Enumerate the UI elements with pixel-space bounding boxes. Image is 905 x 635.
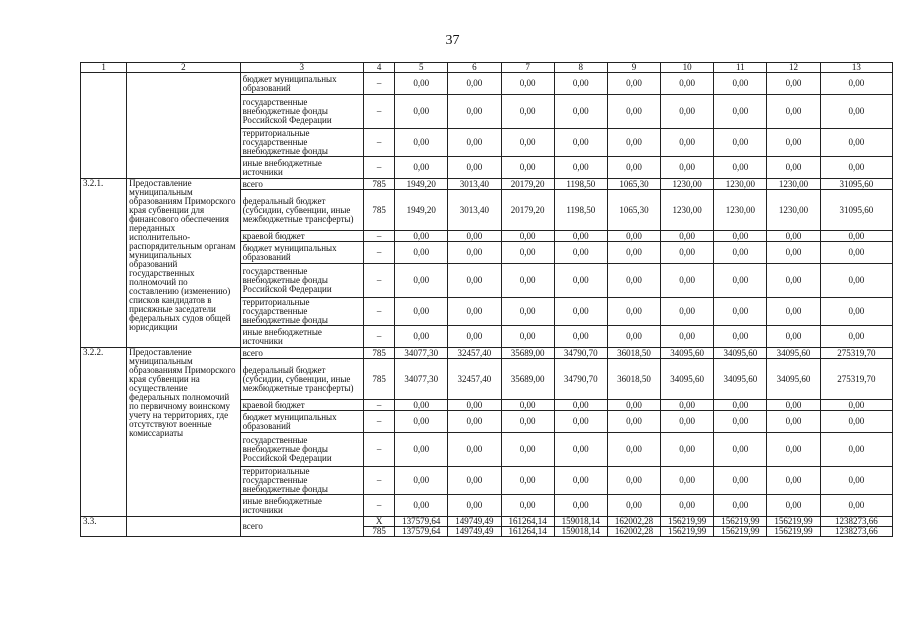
header-cell: 8 [554, 63, 607, 73]
value-cell: 0,00 [607, 157, 660, 179]
header-cell: 6 [448, 63, 501, 73]
code-cell: – [364, 433, 395, 467]
value-cell: 0,00 [448, 231, 501, 242]
value-cell: 0,00 [661, 400, 714, 411]
header-cell: 10 [661, 63, 714, 73]
value-cell: 156219,99 [767, 517, 820, 527]
value-cell: 0,00 [661, 433, 714, 467]
value-cell: 0,00 [395, 326, 448, 348]
funding-source: бюджет муниципальных образований [240, 411, 363, 433]
value-cell: 0,00 [820, 495, 892, 517]
value-cell: 0,00 [501, 495, 554, 517]
value-cell: 34095,60 [767, 359, 820, 400]
value-cell: 0,00 [767, 298, 820, 326]
row-name [127, 73, 240, 179]
value-cell: 0,00 [767, 242, 820, 264]
header-cell: 1 [81, 63, 127, 73]
value-cell: 0,00 [661, 495, 714, 517]
value-cell: 1230,00 [661, 179, 714, 190]
value-cell: 0,00 [714, 242, 767, 264]
table-row [81, 517, 893, 527]
value-cell: 34095,60 [661, 359, 714, 400]
table-row [81, 73, 893, 95]
value-cell: 0,00 [448, 411, 501, 433]
value-cell: 0,00 [661, 411, 714, 433]
value-cell: 0,00 [820, 231, 892, 242]
value-cell: 34095,60 [661, 348, 714, 359]
value-cell: 31095,60 [820, 190, 892, 231]
value-cell: 0,00 [448, 264, 501, 298]
value-cell: 1238273,66 [820, 527, 892, 537]
funding-source: краевой бюджет [240, 231, 363, 242]
value-cell: 20179,20 [501, 190, 554, 231]
code-cell: 785 [364, 348, 395, 359]
value-cell: 0,00 [501, 264, 554, 298]
value-cell: 137579,64 [395, 527, 448, 537]
value-cell: 0,00 [820, 467, 892, 495]
header-cell: 7 [501, 63, 554, 73]
value-cell: 0,00 [767, 411, 820, 433]
value-cell: 0,00 [448, 242, 501, 264]
value-cell: 0,00 [607, 231, 660, 242]
value-cell: 0,00 [820, 433, 892, 467]
value-cell: 32457,40 [448, 359, 501, 400]
value-cell: 0,00 [448, 495, 501, 517]
funding-source: государственные внебюджетные фонды Российской Федерации [240, 264, 363, 298]
value-cell: 34790,70 [554, 348, 607, 359]
value-cell: 0,00 [395, 495, 448, 517]
value-cell: 161264,14 [501, 517, 554, 527]
value-cell: 0,00 [661, 129, 714, 157]
value-cell: 275319,70 [820, 359, 892, 400]
value-cell: 0,00 [661, 467, 714, 495]
value-cell: 0,00 [554, 467, 607, 495]
value-cell: 0,00 [661, 264, 714, 298]
value-cell: 0,00 [607, 400, 660, 411]
value-cell: 0,00 [554, 400, 607, 411]
value-cell: 34077,30 [395, 359, 448, 400]
value-cell: 34095,60 [767, 348, 820, 359]
header-cell: 2 [127, 63, 240, 73]
value-cell: 0,00 [554, 157, 607, 179]
value-cell: 0,00 [714, 231, 767, 242]
table-row [81, 179, 893, 190]
funding-source: иные внебюджетные источники [240, 495, 363, 517]
code-cell: – [364, 157, 395, 179]
value-cell: 0,00 [820, 157, 892, 179]
code-cell: 785 [364, 179, 395, 190]
value-cell: 0,00 [714, 326, 767, 348]
value-cell: 0,00 [554, 264, 607, 298]
value-cell: 0,00 [554, 411, 607, 433]
value-cell: 0,00 [448, 157, 501, 179]
value-cell: 0,00 [607, 326, 660, 348]
value-cell: 0,00 [448, 326, 501, 348]
value-cell: 0,00 [554, 129, 607, 157]
value-cell: 31095,60 [820, 179, 892, 190]
value-cell: 3013,40 [448, 179, 501, 190]
value-cell: 0,00 [554, 495, 607, 517]
funding-source: государственные внебюджетные фонды Российской Федерации [240, 95, 363, 129]
value-cell: 34095,60 [714, 359, 767, 400]
value-cell: 0,00 [607, 95, 660, 129]
header-cell: 9 [607, 63, 660, 73]
budget-table [80, 62, 893, 537]
row-number: 3.2.1. [81, 179, 127, 348]
value-cell: 0,00 [448, 433, 501, 467]
value-cell: 0,00 [714, 433, 767, 467]
value-cell: 0,00 [395, 298, 448, 326]
value-cell: 0,00 [767, 231, 820, 242]
funding-source: всего [240, 348, 363, 359]
value-cell: 36018,50 [607, 359, 660, 400]
value-cell: 0,00 [448, 467, 501, 495]
value-cell: 156219,99 [661, 517, 714, 527]
code-cell: Х [364, 517, 395, 527]
value-cell: 0,00 [395, 411, 448, 433]
value-cell: 0,00 [607, 129, 660, 157]
value-cell: 0,00 [714, 95, 767, 129]
value-cell: 0,00 [661, 95, 714, 129]
header-cell: 11 [714, 63, 767, 73]
funding-source: федеральный бюджет (субсидии, субвенции, иные межбюджетные трансферты) [240, 190, 363, 231]
value-cell: 0,00 [820, 242, 892, 264]
value-cell: 1230,00 [767, 179, 820, 190]
code-cell: – [364, 73, 395, 95]
value-cell: 0,00 [767, 495, 820, 517]
value-cell: 0,00 [767, 129, 820, 157]
header-cell: 4 [364, 63, 395, 73]
value-cell: 0,00 [661, 242, 714, 264]
value-cell: 0,00 [767, 73, 820, 95]
code-cell: – [364, 495, 395, 517]
value-cell: 0,00 [395, 157, 448, 179]
header-cell: 3 [240, 63, 363, 73]
row-name: Предоставление муниципальным образованиям Приморского края субвенции для финансового обеспечения переданных исполнительно-распорядительным органам муниципальных образований государственных полномочий по составлению (изменению) списков кандидатов в присяжные заседатели федеральных судов общей юрисдикции [127, 179, 240, 348]
value-cell: 156219,99 [714, 517, 767, 527]
funding-source: территориальные государственные внебюджетные фонды [240, 298, 363, 326]
value-cell: 0,00 [661, 298, 714, 326]
value-cell: 0,00 [767, 326, 820, 348]
value-cell: 161264,14 [501, 527, 554, 537]
value-cell: 159018,14 [554, 517, 607, 527]
value-cell: 0,00 [820, 264, 892, 298]
value-cell: 149749,49 [448, 517, 501, 527]
code-cell: – [364, 400, 395, 411]
header-cell: 12 [767, 63, 820, 73]
code-cell: – [364, 242, 395, 264]
value-cell: 0,00 [554, 242, 607, 264]
value-cell: 0,00 [395, 400, 448, 411]
value-cell: 34077,30 [395, 348, 448, 359]
value-cell: 0,00 [448, 95, 501, 129]
value-cell: 1949,20 [395, 179, 448, 190]
code-cell: – [364, 298, 395, 326]
value-cell: 0,00 [501, 467, 554, 495]
value-cell: 1238273,66 [820, 517, 892, 527]
value-cell: 0,00 [714, 157, 767, 179]
code-cell: 785 [364, 190, 395, 231]
value-cell: 1065,30 [607, 179, 660, 190]
value-cell: 0,00 [395, 242, 448, 264]
header-row [81, 63, 893, 73]
value-cell: 0,00 [501, 95, 554, 129]
value-cell: 0,00 [714, 411, 767, 433]
row-name: Предоставление муниципальным образованиям Приморского края субвенции на осуществление федеральных полномочий по первичному воинскому учету на территориях, где отсутствуют военные комиссариаты [127, 348, 240, 517]
value-cell: 0,00 [661, 231, 714, 242]
funding-source: государственные внебюджетные фонды Российской Федерации [240, 433, 363, 467]
value-cell: 0,00 [501, 326, 554, 348]
value-cell: 34095,60 [714, 348, 767, 359]
value-cell: 0,00 [607, 242, 660, 264]
value-cell: 0,00 [395, 264, 448, 298]
value-cell: 0,00 [820, 73, 892, 95]
value-cell: 0,00 [501, 129, 554, 157]
value-cell: 149749,49 [448, 527, 501, 537]
value-cell: 0,00 [607, 264, 660, 298]
value-cell: 1230,00 [661, 190, 714, 231]
value-cell: 159018,14 [554, 527, 607, 537]
value-cell: 0,00 [767, 433, 820, 467]
value-cell: 0,00 [554, 298, 607, 326]
value-cell: 0,00 [820, 411, 892, 433]
funding-source: бюджет муниципальных образований [240, 73, 363, 95]
value-cell: 1230,00 [714, 190, 767, 231]
value-cell: 3013,40 [448, 190, 501, 231]
value-cell: 0,00 [714, 264, 767, 298]
value-cell: 35689,00 [501, 359, 554, 400]
value-cell: 0,00 [395, 231, 448, 242]
value-cell: 0,00 [501, 231, 554, 242]
value-cell: 0,00 [767, 264, 820, 298]
code-cell: – [364, 467, 395, 495]
value-cell: 0,00 [607, 73, 660, 95]
value-cell: 34790,70 [554, 359, 607, 400]
value-cell: 0,00 [448, 73, 501, 95]
value-cell: 0,00 [767, 467, 820, 495]
code-cell: – [364, 411, 395, 433]
funding-source: иные внебюджетные источники [240, 326, 363, 348]
value-cell: 0,00 [607, 433, 660, 467]
value-cell: 0,00 [714, 400, 767, 411]
funding-source: всего [240, 179, 363, 190]
value-cell: 162002,28 [607, 527, 660, 537]
value-cell: 0,00 [395, 467, 448, 495]
value-cell: 0,00 [395, 129, 448, 157]
value-cell: 0,00 [820, 95, 892, 129]
value-cell: 1198,50 [554, 179, 607, 190]
value-cell: 0,00 [767, 157, 820, 179]
value-cell: 275319,70 [820, 348, 892, 359]
header-cell: 13 [820, 63, 892, 73]
value-cell: 1198,50 [554, 190, 607, 231]
value-cell: 1065,30 [607, 190, 660, 231]
value-cell: 0,00 [714, 298, 767, 326]
value-cell: 1230,00 [767, 190, 820, 231]
value-cell: 0,00 [714, 467, 767, 495]
value-cell: 0,00 [501, 411, 554, 433]
value-cell: 0,00 [661, 157, 714, 179]
value-cell: 156219,99 [661, 527, 714, 537]
value-cell: 0,00 [661, 73, 714, 95]
code-cell: – [364, 264, 395, 298]
value-cell: 36018,50 [607, 348, 660, 359]
value-cell: 156219,99 [767, 527, 820, 537]
row-number [81, 73, 127, 179]
code-cell: – [364, 129, 395, 157]
funding-source: краевой бюджет [240, 400, 363, 411]
code-cell: – [364, 326, 395, 348]
value-cell: 0,00 [607, 411, 660, 433]
value-cell: 0,00 [714, 129, 767, 157]
value-cell: 0,00 [714, 73, 767, 95]
value-cell: 0,00 [820, 400, 892, 411]
row-number: 3.2.2. [81, 348, 127, 517]
value-cell: 0,00 [554, 433, 607, 467]
value-cell: 0,00 [501, 242, 554, 264]
value-cell: 156219,99 [714, 527, 767, 537]
funding-source: федеральный бюджет (субсидии, субвенции, иные межбюджетные трансферты) [240, 359, 363, 400]
value-cell: 0,00 [448, 129, 501, 157]
code-cell: – [364, 231, 395, 242]
value-cell: 0,00 [501, 157, 554, 179]
value-cell: 0,00 [501, 73, 554, 95]
value-cell: 0,00 [554, 326, 607, 348]
value-cell: 0,00 [448, 298, 501, 326]
row-number: 3.3. [81, 517, 127, 537]
value-cell: 0,00 [554, 73, 607, 95]
value-cell: 0,00 [501, 400, 554, 411]
row-name [127, 517, 240, 537]
value-cell: 0,00 [395, 73, 448, 95]
value-cell: 0,00 [395, 95, 448, 129]
value-cell: 137579,64 [395, 517, 448, 527]
value-cell: 1230,00 [714, 179, 767, 190]
value-cell: 0,00 [554, 95, 607, 129]
value-cell: 0,00 [607, 495, 660, 517]
value-cell: 0,00 [767, 400, 820, 411]
value-cell: 0,00 [448, 400, 501, 411]
value-cell: 0,00 [554, 231, 607, 242]
code-cell: 785 [364, 359, 395, 400]
value-cell: 35689,00 [501, 348, 554, 359]
code-cell: 785 [364, 527, 395, 537]
value-cell: 0,00 [820, 326, 892, 348]
value-cell: 0,00 [395, 433, 448, 467]
value-cell: 0,00 [767, 95, 820, 129]
value-cell: 0,00 [607, 298, 660, 326]
value-cell: 0,00 [501, 298, 554, 326]
header-cell: 5 [395, 63, 448, 73]
value-cell: 0,00 [820, 298, 892, 326]
table-row [81, 348, 893, 359]
funding-source: иные внебюджетные источники [240, 157, 363, 179]
funding-source: бюджет муниципальных образований [240, 242, 363, 264]
funding-source: территориальные государственные внебюджетные фонды [240, 467, 363, 495]
page-number: 37 [445, 33, 460, 48]
value-cell: 162002,28 [607, 517, 660, 527]
funding-source: территориальные государственные внебюджетные фонды [240, 129, 363, 157]
value-cell: 0,00 [607, 467, 660, 495]
value-cell: 1949,20 [395, 190, 448, 231]
funding-source: всего [240, 517, 363, 537]
code-cell: – [364, 95, 395, 129]
value-cell: 0,00 [501, 433, 554, 467]
value-cell: 0,00 [661, 326, 714, 348]
value-cell: 20179,20 [501, 179, 554, 190]
value-cell: 0,00 [820, 129, 892, 157]
value-cell: 32457,40 [448, 348, 501, 359]
value-cell: 0,00 [714, 495, 767, 517]
